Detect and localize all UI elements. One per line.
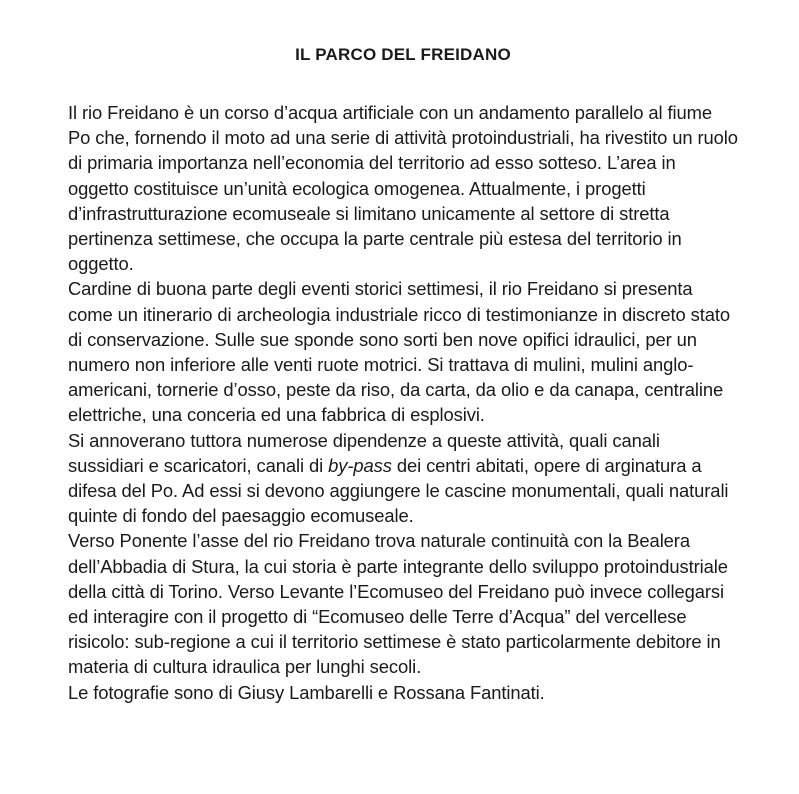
document-page (68, 42, 738, 705)
paragraph-5: Le fotografie sono di Giusy Lambarelli e Rossana Fantinati. (68, 681, 545, 703)
document-title: IL PARCO DEL FREIDANO (295, 45, 511, 64)
paragraph-4: Verso Ponente l’asse del rio Freidano trova naturale continuità con la Bealera dell’Abbadia di Stura, la cui storia è parte integrante dello sviluppo protoindustriale della città di Torino. Verso Levante l’Ecomuseo del Freidano può invece collegarsi ed interagire con il progetto di “Ecomuseo delle Terre d’Acqua” del vercellese risicolo: sub-regione a cui il territorio settimese è stato particolarmente debitore in materia di cultura idraulica per lunghi secoli. (68, 530, 728, 678)
document-body (68, 100, 738, 705)
paragraph-2: Cardine di buona parte degli eventi storici settimesi, il rio Freidano si presenta come un itinerario di archeologia industriale ricco di testimonianze in discreto stato di conservazione. Sulle sue sponde sono sorti ben nove opifici idraulici, per un numero non inferiore alle venti ruote motrici. Si trattava di mulini, mulini anglo-americani, tornerie d’osso, peste da riso, da carta, da olio e da canapa, centraline elettriche, una conceria ed una fabbrica di esplosivi. (68, 278, 730, 426)
paragraph-3-italic-term: by-pass (328, 454, 392, 476)
paragraph-3-end: dei centri abitati, opere di arginatura a difesa del Po. Ad essi si devono aggiungere le cascine monumentali, quali naturali quinte di fondo del paesaggio ecomuseale. (68, 454, 729, 527)
paragraph-3-start: Si annoverano tuttora numerose dipendenze a queste attività, quali canali sussidiari e scaricatori, canali di (68, 429, 660, 476)
paragraph-1: Il rio Freidano è un corso d’acqua artificiale con un andamento parallelo al fiume Po che, fornendo il moto ad una serie di attività protoindustriali, ha rivestito un ruolo di primaria importanza nell’economia del territorio ad esso sotteso. L’area in oggetto costituisce un’unità ecologica omogenea. Attualmente, i progetti d’infrastrutturazione ecomuseale si limitano unicamente al settore di stretta pertinenza settimese, che occupa la parte centrale più estesa del territorio in oggetto. (68, 102, 738, 275)
paragraph-3 (68, 428, 738, 529)
